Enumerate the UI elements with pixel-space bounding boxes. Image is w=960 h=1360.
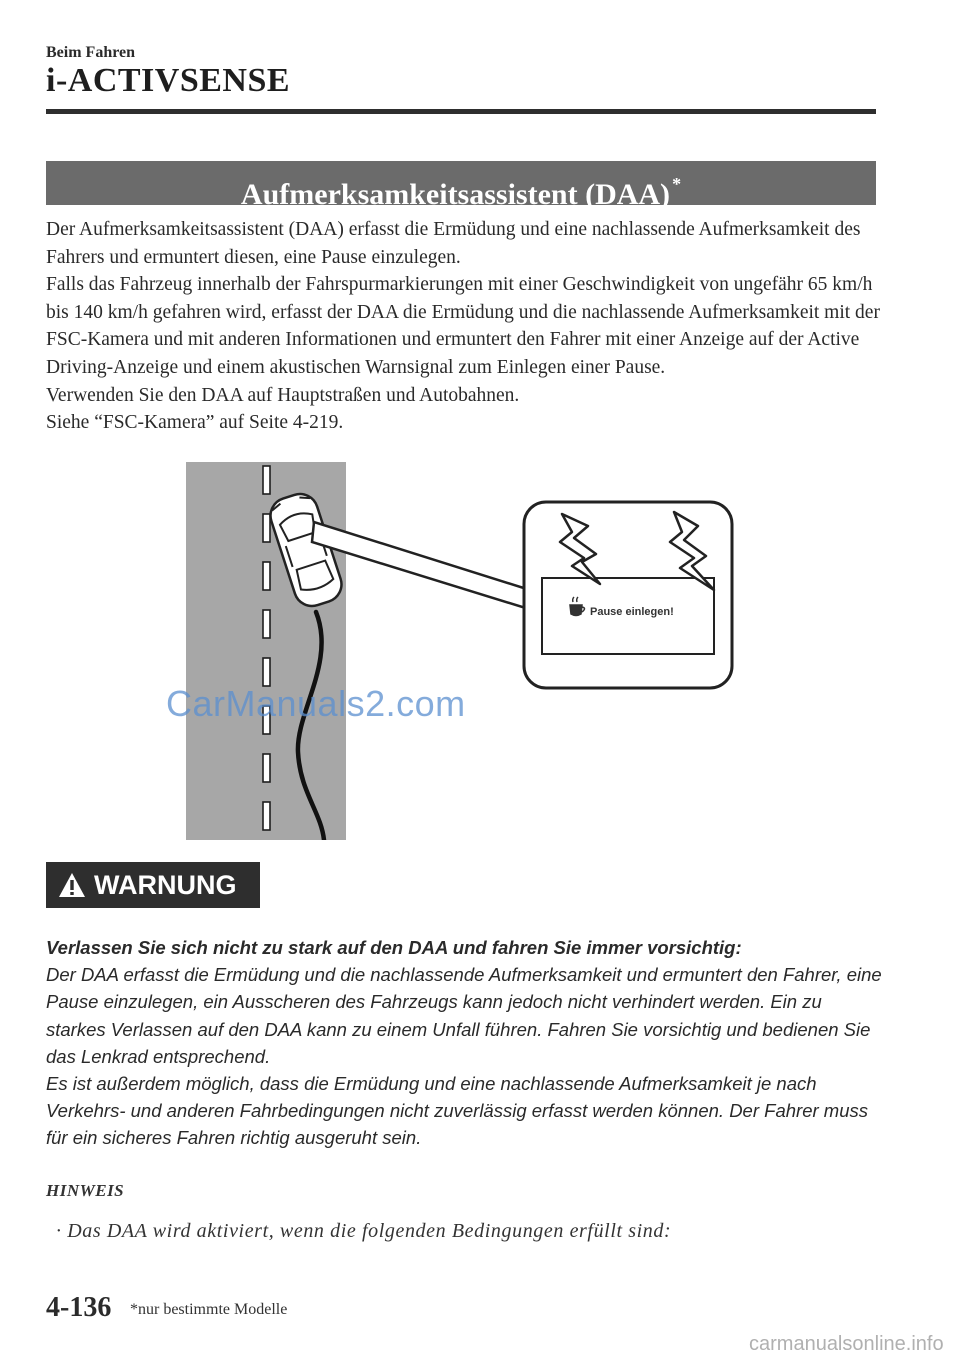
chapter-title: i-ACTIVSENSE xyxy=(46,62,291,99)
intro-paragraph: Siehe “FSC-Kamera” auf Seite 4-219. xyxy=(46,412,344,434)
footnote-marker: * xyxy=(672,174,682,194)
warning-lead: Verlassen Sie sich nicht zu stark auf den DAA und fahren Sie immer vorsichtig: xyxy=(46,937,742,958)
warning-label-box xyxy=(46,862,260,908)
footnote: *nur bestimmte Modelle xyxy=(130,1301,288,1318)
warning-paragraph: Der DAA erfasst die Ermüdung und die nachlassende Aufmerksamkeit und ermuntert den Fahrer, eine Pause einzulegen, ein Ausscheren des Fahrzeugs kann jedoch nicht verhindert werden. Ein zu starkes Verlassen auf den DAA kann zu einem Unfall führen. Fahren Sie vorsichtig und bedienen Sie das Lenkrad entsprechend. xyxy=(46,964,882,1067)
note-item: · Das DAA wird aktiviert, wenn die folgenden Bedingungen erfüllt sind: xyxy=(56,1220,672,1242)
section-title: Aufmerksamkeitsassistent (DAA) xyxy=(240,178,671,211)
watermark: CarManuals2.com xyxy=(166,683,466,724)
warning-paragraph: Es ist außerdem möglich, dass die Ermüdung und eine nachlassende Aufmerksamkeit je nach Verkehrs- und anderen Fahrbedingungen nicht zuverlässig erfasst werden können. Der Fahrer muss für ein sicheres Fahren richtig ausgeruht sein. xyxy=(46,1073,868,1149)
intro-paragraph: Verwenden Sie den DAA auf Hauptstraßen und Autobahnen. xyxy=(46,384,520,406)
intro-paragraph: Der Aufmerksamkeitsassistent (DAA) erfasst die Ermüdung und eine nachlassende Aufmerksamkeit des Fahrers und ermuntert diesen, eine Pause einzulegen. xyxy=(46,219,861,268)
intro-text xyxy=(46,216,886,437)
page-number: 4-136 xyxy=(46,1292,112,1323)
warning-label: WARNUNG xyxy=(94,869,237,900)
site-watermark: carmanualsonline.info xyxy=(749,1333,944,1355)
display-message: Pause einlegen! xyxy=(590,606,674,618)
warning-triangle-icon xyxy=(58,872,86,898)
warning-text xyxy=(46,934,886,1152)
header-divider xyxy=(46,109,876,114)
daa-illustration xyxy=(186,462,746,840)
section-title-banner xyxy=(46,161,876,211)
intro-paragraph: Falls das Fahrzeug innerhalb der Fahrspurmarkierungen mit einer Geschwindigkeit von ungefähr 65 km/h bis 140 km/h gefahren wird, erfasst der DAA die Ermüdung und die nachlassende Aufmerksamkeit mit der FSC-Kamera und mit anderen Informationen und ermuntert den Fahrer mit einer Anzeige auf der Active Driving-Anzeige und einem akustischen Warnsignal zum Einlegen einer Pause. xyxy=(46,274,880,378)
note-title: HINWEIS xyxy=(46,1181,125,1200)
breadcrumb: Beim Fahren xyxy=(46,44,136,61)
